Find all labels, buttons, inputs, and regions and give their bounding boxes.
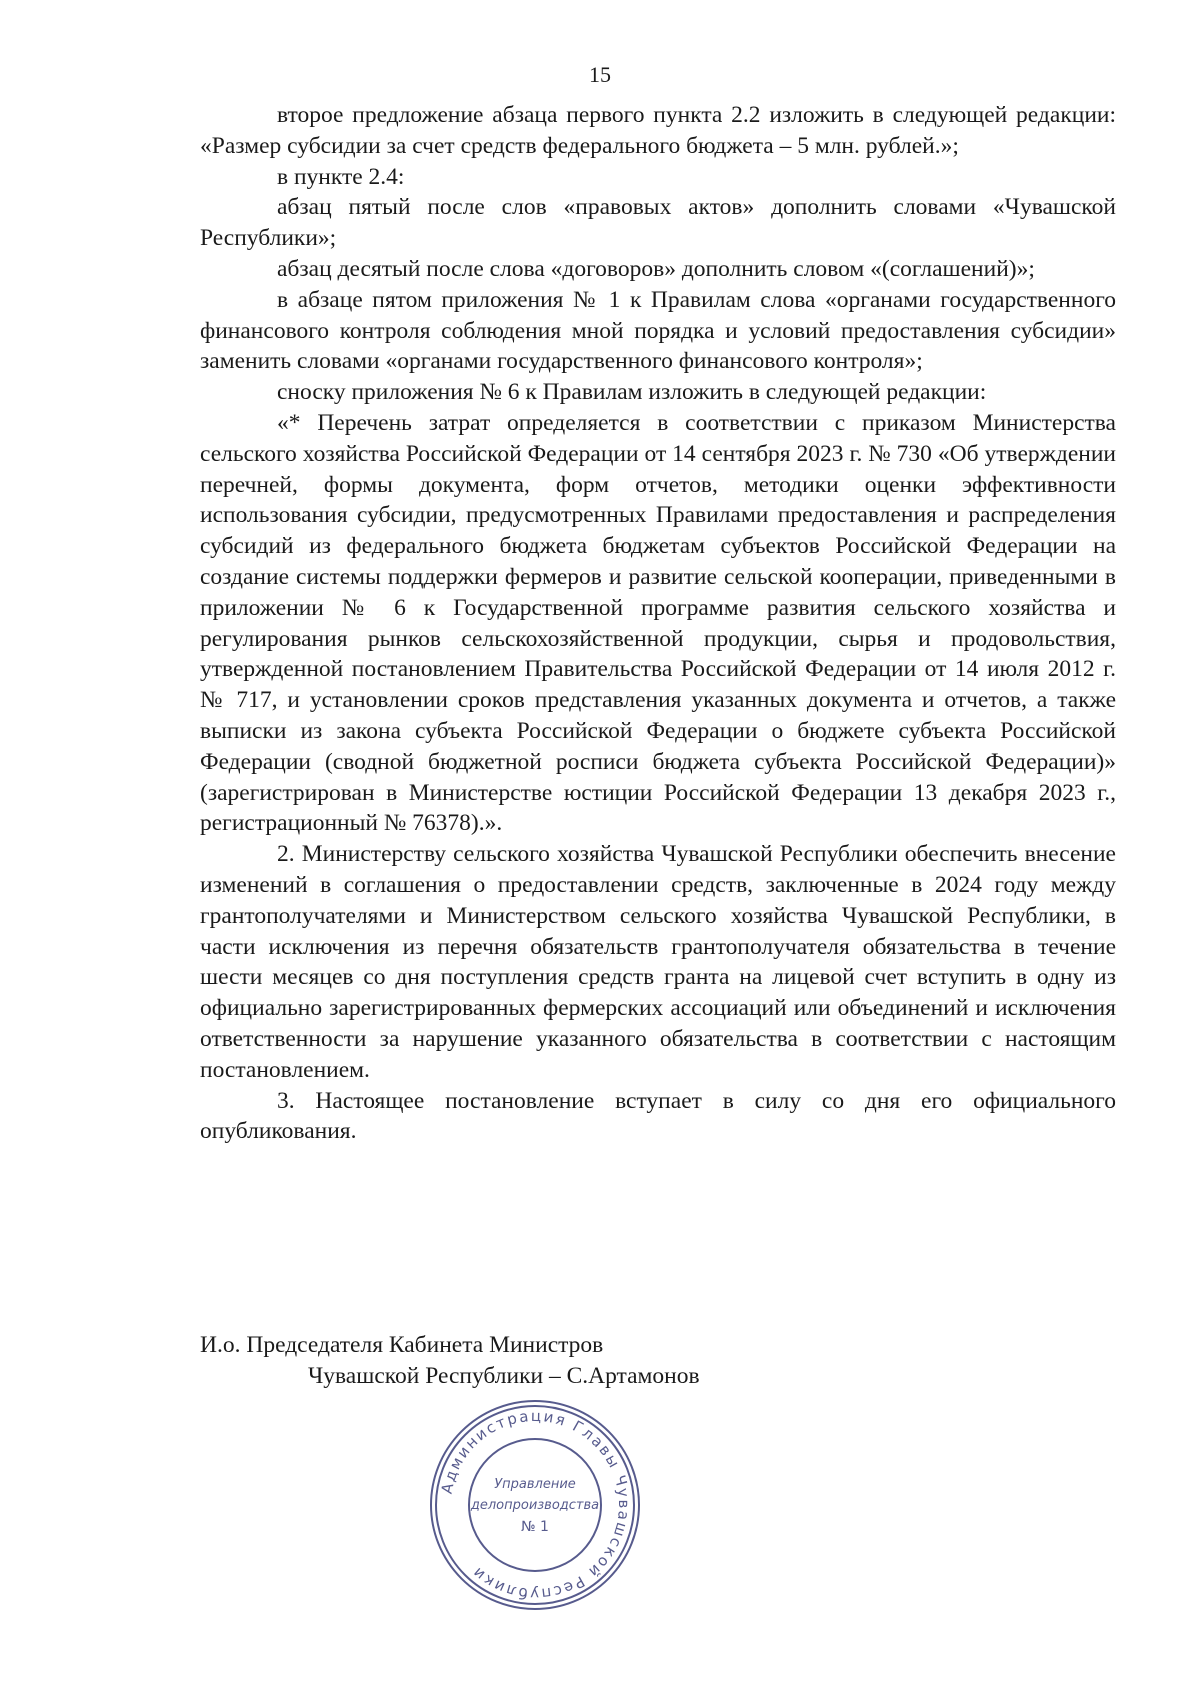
- paragraph: в абзаце пятом приложения № 1 к Правилам слова «органами государственного финансового контроля соблюдения мной порядка и условий предоставления субсидии» заменить словами «органами государственного финансового контроля»;: [200, 286, 1116, 375]
- paragraph: второе предложение абзаца первого пункта 2.2 изложить в следующей редакции: «Размер субсидии за счет средств федерального бюджета – 5 млн. рублей.»;: [200, 102, 1116, 159]
- signature-block: [200, 1330, 700, 1392]
- paragraph: абзац пятый после слов «правовых актов» дополнить словами «Чувашской Республики»;: [200, 194, 1116, 252]
- paragraph: в пункте 2.4:: [277, 163, 405, 190]
- signatory-name: Чувашской Республики – С.Артамонов: [308, 1363, 700, 1389]
- stamp-seal-icon: [425, 1395, 645, 1615]
- stamp-ring-text: Администрация Главы Чувашской Республики: [437, 1406, 634, 1604]
- paragraph: 2. Министерству сельского хозяйства Чувашской Республики обеспечить внесение изменений в соглашения о предоставлении средств, заключенные в 2024 году между грантополучателями и Министерством сельского хозяйства Чувашской Республики, в части исключения из перечня обязательств грантополучателя обязательства в течение шести месяцев со дня поступления средств гранта на лицевой счет вступить в одну из официально зарегистрированных фермерских ассоциаций или объединений и исключения ответственности за нарушение указанного обязательства в соответствии с настоящим постановлением.: [200, 841, 1116, 1083]
- signatory-title: И.о. Председателя Кабинета Министров: [200, 1332, 604, 1358]
- stamp-line3: № 1: [521, 1519, 549, 1535]
- paragraph: «* Перечень затрат определяется в соответствии с приказом Министерства сельского хозяйства Российской Федерации от 14 сентября 2023 г. № 730 «Об утверждении перечней, формы документа, форм отчетов, методики оценки эффективности использования субсидии, предусмотренных Правилами предоставления и распределения субсидий из федерального бюджета бюджетам субъектов Российской Федерации на создание системы поддержки фермеров и развитие сельской кооперации, приведенными в приложении № 6 к Государственной программе развития сельского хозяйства и регулирования рынков сельскохозяйственной продукции, сырья и продовольствия, утвержденной постановлением Правительства Российской Федерации от 14 июля 2012 г. № 717, и установлении сроков представления указанных документа и отчетов, а также выписки из закона субъекта Российской Федерации о бюджете субъекта Российской Федерации (сводной бюджетной росписи бюджета субъекта Российской Федерации)» (зарегистрирован в Министерстве юстиции Российской Федерации 13 декабря 2023 г., регистрационный № 76378).».: [200, 409, 1116, 837]
- paragraph: абзац десятый после слова «договоров» дополнить словом «(соглашений)»;: [277, 255, 1035, 282]
- paragraph: 3. Настоящее постановление вступает в силу со дня его официального опубликования.: [200, 1087, 1116, 1145]
- page-number: 15: [589, 62, 611, 87]
- document-body: [200, 100, 1116, 1147]
- official-stamp: [425, 1395, 645, 1615]
- paragraph: сноску приложения № 6 к Правилам изложить в следующей редакции:: [277, 379, 987, 406]
- stamp-line1: Управление: [494, 1477, 576, 1492]
- stamp-line2: делопроизводства: [470, 1498, 600, 1513]
